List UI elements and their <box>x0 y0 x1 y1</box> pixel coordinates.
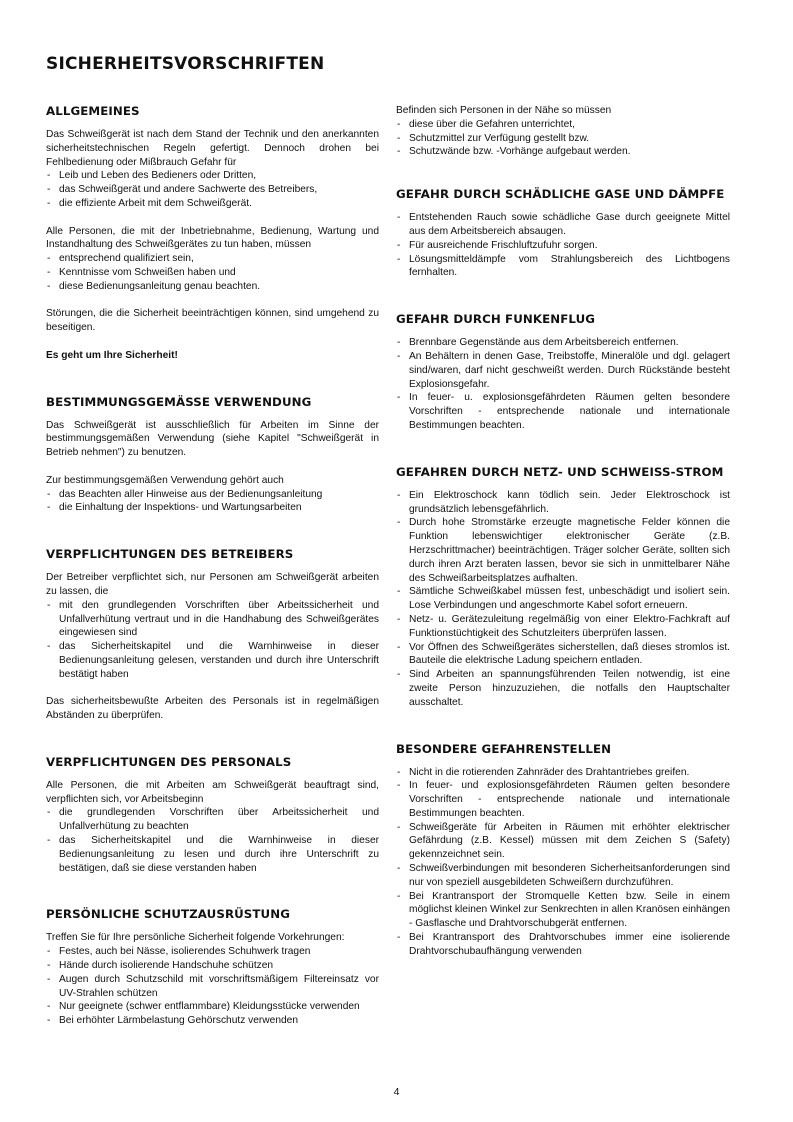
page-number: 4 <box>393 1086 400 1098</box>
bullet-list <box>396 489 730 710</box>
list-item: - die effiziente Arbeit mit dem Schweißgerät. <box>46 197 379 211</box>
list-item: - Netz- u. Gerätezuleitung regelmäßig von einer Elektro-Fachkraft auf Funktionstüchtigkeit des Schutzleiters überprüfen lassen. <box>396 613 730 641</box>
bullet-list <box>396 766 730 959</box>
list-item: - das Schweißgerät und andere Sachwerte des Betreibers, <box>46 183 379 197</box>
section-gase <box>396 187 730 280</box>
bullet-list <box>396 336 730 433</box>
list-item: - Schweißverbindungen mit besonderen Sicherheitsanforderungen sind nur von speziell ausgebildeten Schweißern durchzuführen. <box>396 862 730 890</box>
paragraph: Alle Personen, die mit der Inbetriebnahme, Bedienung, Wartung und Instandhaltung des Schweißgerätes zu tun haben, müssen <box>46 225 379 251</box>
paragraph: Das Schweißgerät ist ausschließlich für Arbeiten im Sinne der bestimmungsgemäßen Verwendung (siehe Kapitel "Schweißgerät in Betrieb nehmen") zu benutzen. <box>46 419 379 459</box>
section-heading: GEFAHR DURCH SCHÄDLICHE GASE UND DÄMPFE <box>396 187 725 202</box>
section-heading: BESTIMMUNGSGEMÄSSE VERWENDUNG <box>46 394 312 409</box>
bullet-list <box>46 169 379 210</box>
list-item: - Sämtliche Schweißkabel müssen fest, unbeschädigt und isoliert sein. Lose Verbindungen und angeschmorte Kabel sofort erneuern. <box>396 585 730 613</box>
list-item: - Sind Arbeiten an spannungsführenden Teilen notwendig, ist eine zweite Person hinzuzuziehen, die notfalls den Hauptschalter ausschaltet. <box>396 668 730 709</box>
paragraph: Zur bestimmungsgemäßen Verwendung gehört auch <box>46 474 284 486</box>
list-item: - In feuer- und explosionsgefährdeten Räumen gelten besondere Vorschriften - entsprechende nationale und internationale Bestimmungen beachten. <box>396 779 730 820</box>
list-item: - Ein Elektroschock kann tödlich sein. Jeder Elektroschock ist grundsätzlich lebensgefährlich. <box>396 489 730 517</box>
list-item: - In feuer- u. explosionsgefährdeten Räumen gelten besondere Vorschriften - entsprechende nationale und internationale Bestimmungen beachten. <box>396 391 730 432</box>
section-heading: VERPFLICHTUNGEN DES BETREIBERS <box>46 547 294 562</box>
section-funkenflug <box>396 312 730 433</box>
section-heading: GEFAHR DURCH FUNKENFLUG <box>396 312 596 327</box>
list-item: - Bei Krantransport des Drahtvorschubes immer eine isolierende Drahtvorschubaufhängung verwenden <box>396 931 730 959</box>
section-allgemeines <box>46 104 379 363</box>
list-item: - die Einhaltung der Inspektions- und Wartungsarbeiten <box>46 501 379 515</box>
list-item: - Nicht in die rotierenden Zahnräder des Drahtantriebes greifen. <box>396 766 730 780</box>
section-strom <box>396 465 730 710</box>
list-item: - Schweißgeräte für Arbeiten in Räumen mit erhöhter elektrischer Gefährdung (z.B. Kessel) müssen mit dem Zeichen S (Safety) gekennzeichnet sein. <box>396 821 730 862</box>
list-item: - Festes, auch bei Nässe, isolierendes Schuhwerk tragen <box>46 945 379 959</box>
section-heading: BESONDERE GEFAHRENSTELLEN <box>396 741 612 756</box>
bullet-list <box>46 599 379 682</box>
list-item: - An Behältern in denen Gase, Treibstoffe, Mineralöle und dgl. gelagert sind/waren, darf nicht geschweißt werden. Durch Rückstände besteht Explosionsgefahr. <box>396 350 730 391</box>
list-item: - Augen durch Schutzschild mit vorschriftsmäßigem Filtereinsatz vor UV-Strahlen schützen <box>46 973 379 1001</box>
paragraph: Das sicherheitsbewußte Arbeiten des Personals ist in regelmäßigen Abständen zu überprüfen. <box>46 696 379 722</box>
section-betreiber <box>46 547 379 723</box>
list-item: - Leib und Leben des Bedieners oder Dritten, <box>46 169 379 183</box>
bullet-list <box>396 211 730 280</box>
paragraph: Treffen Sie für Ihre persönliche Sicherheit folgende Vorkehrungen: <box>46 932 345 944</box>
section-personal <box>46 755 379 876</box>
bullet-list <box>46 945 379 1028</box>
bullet-list <box>46 806 379 875</box>
list-item: - Kenntnisse vom Schweißen haben und <box>46 266 379 280</box>
list-item: - das Sicherheitskapitel und die Warnhinweise in dieser Bedienungsanleitung gelesen, verstanden und durch ihre Unterschrift bestätigt haben <box>46 640 379 681</box>
list-item: - mit den grundlegenden Vorschriften über Arbeitssicherheit und Unfallverhütung vertraut und in die Handhabung des Schweißgerätes eingewiesen sind <box>46 599 379 640</box>
list-item: - Nur geeignete (schwer entflammbare) Kleidungsstücke verwenden <box>46 1000 379 1014</box>
list-item: - das Sicherheitskapitel und die Warnhinweise in dieser Bedienungsanleitung zu lesen und durch ihre Unterschrift zu bestätigen, daß sie diese verstanden haben <box>46 834 379 875</box>
paragraph: Alle Personen, die mit Arbeiten am Schweißgerät beauftragt sind, verpflichten sich, vor Arbeitsbeginn <box>46 779 379 805</box>
list-item: - Schutzmittel zur Verfügung gestellt bzw. <box>396 132 730 146</box>
left-column <box>46 104 379 1028</box>
list-item: - diese über die Gefahren unterrichtet, <box>396 118 730 132</box>
list-item: - Hände durch isolierende Handschuhe schützen <box>46 959 379 973</box>
list-item: - Brennbare Gegenstände aus dem Arbeitsbereich entfernen. <box>396 336 730 350</box>
list-item: - Bei Krantransport der Stromquelle Ketten bzw. Seile in einem möglichst kleinen Winkel zur Senkrechten in allen Kranösen einhängen - Gasflasche und Drahtvorschubgerät entfernen. <box>396 890 730 931</box>
list-item: - entsprechend qualifiziert sein, <box>46 252 379 266</box>
right-column <box>396 104 730 959</box>
list-item: - Schutzwände bzw. -Vorhänge aufgebaut werden. <box>396 145 730 159</box>
list-item: - Lösungsmitteldämpfe vom Strahlungsbereich des Lichtbogens fernhalten. <box>396 253 730 281</box>
bullet-list <box>46 252 379 293</box>
section-heading: PERSÖNLICHE SCHUTZAUSRÜSTUNG <box>46 907 290 922</box>
list-item: - Entstehenden Rauch sowie schädliche Gase durch geeignete Mittel aus dem Arbeitsbereich absaugen. <box>396 211 730 239</box>
list-item: - die grundlegenden Vorschriften über Arbeitssicherheit und Unfallverhütung zu beachten <box>46 806 379 834</box>
bullet-list <box>46 488 379 516</box>
list-item: - diese Bedienungsanleitung genau beachten. <box>46 280 379 294</box>
emphasis-text: Es geht um Ihre Sicherheit! <box>46 349 178 361</box>
paragraph: Der Betreiber verpflichtet sich, nur Personen am Schweißgerät arbeiten zu lassen, die <box>46 572 379 597</box>
section-personen-naehe <box>396 104 730 159</box>
paragraph: Störungen, die die Sicherheit beeinträchtigen können, sind umgehend zu beseitigen. <box>46 308 379 334</box>
section-heading: VERPFLICHTUNGEN DES PERSONALS <box>46 754 292 769</box>
section-heading: GEFAHREN DURCH NETZ- UND SCHWEISS-STROM <box>396 464 724 479</box>
list-item: - Vor Öffnen des Schweißgerätes sicherstellen, daß dieses stromlos ist. Bauteile die elektrische Ladung speichern entladen. <box>396 641 730 669</box>
section-bestimmung <box>46 395 379 516</box>
list-item: - das Beachten aller Hinweise aus der Bedienungsanleitung <box>46 488 379 502</box>
section-heading: ALLGEMEINES <box>46 104 140 118</box>
section-besondere-gefahrenstellen <box>396 742 730 959</box>
paragraph: Das Schweißgerät ist nach dem Stand der Technik und den anerkannten sicherheitstechnischen Regeln gefertigt. Dennoch drohen bei Fehlbedienung oder Mißbrauch Gefahr für <box>46 129 379 168</box>
bullet-list <box>396 118 730 159</box>
list-item: - Bei erhöhter Lärmbelastung Gehörschutz verwenden <box>46 1014 379 1028</box>
list-item: - Für ausreichende Frischluftzufuhr sorgen. <box>396 239 730 253</box>
section-schutzausruestung <box>46 907 379 1028</box>
paragraph: Befinden sich Personen in der Nähe so müssen <box>396 105 612 116</box>
list-item: - Durch hohe Stromstärke erzeugte magnetische Felder können die Funktion lebenswichtiger elektronischer Geräte (z.B. Herzschrittmacher) beeinträchtigen. Träger solcher Geräte, sollten sich durch ihren Arzt beraten lassen, bevor sie sich in unmittelbarer Nähe des Schweißarbeitsplatzes aufhalten. <box>396 516 730 585</box>
page-title: SICHERHEITSVORSCHRIFTEN <box>46 54 325 74</box>
